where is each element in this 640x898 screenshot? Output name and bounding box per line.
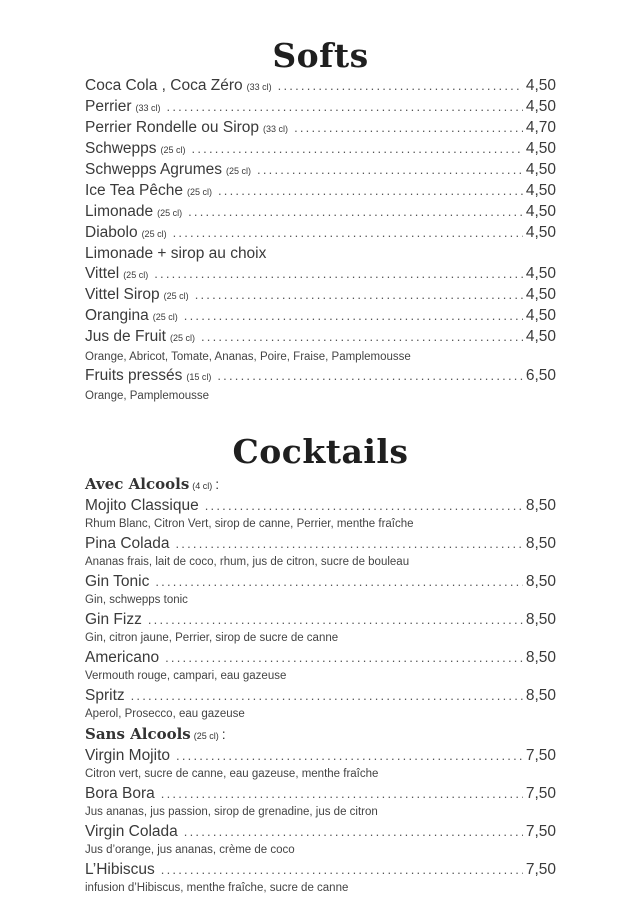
menu-page (85, 36, 556, 898)
item-name: Ice Tea Pêche (85, 182, 183, 199)
item-price: 4,50 (525, 203, 556, 220)
item-name: Gin Tonic (85, 573, 150, 590)
menu-item (85, 306, 556, 327)
menu-item (85, 202, 556, 223)
dot-leader (217, 366, 522, 386)
avec-alcools-heading (85, 474, 556, 496)
item-price: 7,50 (525, 861, 556, 878)
item-price: 4,50 (525, 224, 556, 241)
item-volume: (25 cl) (160, 145, 186, 155)
menu-item (85, 366, 556, 387)
item-volume: (25 cl) (169, 333, 195, 343)
subhead-label: Sans Alcools (85, 725, 191, 743)
item-price: 8,50 (525, 497, 556, 514)
menu-item (85, 76, 556, 97)
menu-item (85, 160, 556, 181)
item-name: Vittel (85, 265, 120, 282)
menu-item (85, 223, 556, 244)
item-price: 8,50 (525, 573, 556, 590)
dot-leader (175, 534, 522, 553)
cocktails-list (85, 474, 556, 896)
softs-list (85, 76, 556, 404)
item-price: 4,50 (525, 161, 556, 178)
menu-item (85, 496, 556, 515)
item-name: Virgin Colada (85, 823, 178, 840)
dot-leader (195, 285, 523, 305)
list-item (85, 686, 556, 722)
item-price: 4,50 (525, 182, 556, 199)
subhead-colon: : (215, 476, 220, 492)
item-description: Aperol, Prosecco, eau gazeuse (85, 708, 245, 720)
dot-leader (192, 139, 523, 159)
menu-item (85, 648, 556, 667)
item-price: 8,50 (525, 687, 556, 704)
item-volume: (25 cl) (226, 166, 252, 176)
item-price: 4,50 (525, 140, 556, 157)
menu-item (85, 572, 556, 591)
item-price: 8,50 (525, 649, 556, 666)
item-description: Rhum Blanc, Citron Vert, sirop de canne, Perrier, menthe fraîche (85, 518, 414, 530)
item-name: Fruits pressés (85, 367, 183, 384)
item-name: Diabolo (85, 224, 138, 241)
item-price: 8,50 (525, 535, 556, 552)
item-name: Perrier Rondelle ou Sirop (85, 119, 260, 136)
list-item (85, 610, 556, 646)
item-price: 4,70 (525, 119, 556, 136)
softs-title: Softs (272, 36, 369, 75)
dot-leader (167, 97, 523, 117)
item-description: infusion d’Hibiscus, menthe fraîche, sucre de canne (85, 882, 349, 894)
item-price: 8,50 (525, 611, 556, 628)
dot-leader (155, 572, 522, 591)
dot-leader (184, 306, 523, 326)
item-name: Vittel Sirop (85, 286, 160, 303)
item-volume: (25 cl) (157, 208, 183, 218)
list-item (85, 572, 556, 608)
item-price: 6,50 (525, 367, 556, 384)
item-description: Ananas frais, lait de coco, rhum, jus de citron, sucre de bouleau (85, 556, 410, 568)
menu-item (85, 97, 556, 118)
menu-item (85, 686, 556, 705)
menu-item (85, 822, 556, 841)
item-price: 4,50 (525, 98, 556, 115)
item-name: Schwepps (85, 140, 157, 157)
item-name: Spritz (85, 687, 125, 704)
item-name: Bora Bora (85, 785, 155, 802)
item-volume: (25 cl) (152, 312, 178, 322)
dot-leader (201, 327, 523, 347)
dot-leader (205, 496, 523, 515)
menu-item (85, 534, 556, 553)
dot-leader (257, 160, 523, 180)
cocktails-title: Cocktails (232, 432, 409, 471)
item-volume: (33 cl) (135, 103, 161, 113)
item-price: 4,50 (525, 77, 556, 94)
menu-item (85, 784, 556, 803)
item-name: Americano (85, 649, 160, 666)
item-volume: (25 cl) (123, 270, 149, 280)
list-item (85, 860, 556, 896)
item-name: Virgin Mojito (85, 747, 171, 764)
item-price: 4,50 (525, 265, 556, 282)
dot-leader (188, 202, 523, 222)
item-description: Gin, citron jaune, Perrier, sirop de sucre de canne (85, 632, 339, 644)
dot-leader (294, 118, 523, 138)
menu-item (85, 181, 556, 202)
menu-item (85, 746, 556, 765)
item-price: 4,50 (525, 307, 556, 324)
list-item (85, 648, 556, 684)
menu-item (85, 610, 556, 629)
item-name: Coca Cola , Coca Zéro (85, 77, 243, 94)
dot-leader (148, 610, 523, 629)
dot-leader (154, 264, 523, 284)
item-volume: (25 cl) (186, 187, 212, 197)
item-price: 7,50 (525, 747, 556, 764)
sans-alcools-heading (85, 724, 556, 746)
item-price: 7,50 (525, 785, 556, 802)
dot-leader (161, 784, 523, 803)
item-name: Orangina (85, 307, 149, 324)
list-item (85, 784, 556, 820)
item-name: Limonade (85, 203, 154, 220)
menu-item (85, 118, 556, 139)
item-name: Gin Fizz (85, 611, 142, 628)
item-volume: (25 cl) (141, 229, 167, 239)
subhead-label: Avec Alcools (85, 475, 190, 493)
item-name: Jus de Fruit (85, 328, 166, 345)
menu-item (85, 327, 556, 348)
item-volume: (33 cl) (263, 124, 289, 134)
item-name: Perrier (85, 98, 132, 115)
item-volume: (25 cl) (163, 291, 189, 301)
item-description: Vermouth rouge, campari, eau gazeuse (85, 670, 287, 682)
dot-leader (176, 746, 523, 765)
dot-leader (173, 223, 523, 243)
item-price: 7,50 (525, 823, 556, 840)
dot-leader (278, 76, 523, 96)
item-volume: (33 cl) (246, 82, 272, 92)
list-item (85, 496, 556, 532)
item-description: Jus ananas, jus passion, sirop de grenadine, jus de citron (85, 806, 378, 818)
item-price: 4,50 (525, 328, 556, 345)
item-price: 4,50 (525, 286, 556, 303)
menu-item (85, 264, 556, 285)
menu-item (85, 285, 556, 306)
subhead-volume: (25 cl) (193, 731, 219, 741)
subhead-colon: : (221, 726, 226, 742)
dot-leader (165, 648, 523, 667)
item-description: Orange, Abricot, Tomate, Ananas, Poire, Fraise, Pamplemousse (85, 351, 411, 363)
item-description: Jus d’orange, jus ananas, crème de coco (85, 844, 295, 856)
dot-leader (161, 860, 523, 879)
item-volume: (15 cl) (186, 372, 212, 382)
item-description: Gin, schwepps tonic (85, 594, 188, 606)
item-name: Pina Colada (85, 535, 170, 552)
dot-leader (218, 181, 523, 201)
list-item (85, 746, 556, 782)
list-item (85, 822, 556, 858)
item-description: Citron vert, sucre de canne, eau gazeuse, menthe fraîche (85, 768, 379, 780)
item-name: L’Hibiscus (85, 861, 155, 878)
item-name: Schwepps Agrumes (85, 161, 222, 178)
item-name: Mojito Classique (85, 497, 199, 514)
dot-leader (184, 822, 523, 841)
menu-item (85, 860, 556, 879)
menu-item (85, 139, 556, 160)
diabolo-note: Limonade + sirop au choix (85, 245, 267, 262)
list-item (85, 534, 556, 570)
subhead-volume: (4 cl) (192, 481, 213, 491)
dot-leader (131, 686, 523, 705)
item-description: Orange, Pamplemousse (85, 390, 210, 402)
